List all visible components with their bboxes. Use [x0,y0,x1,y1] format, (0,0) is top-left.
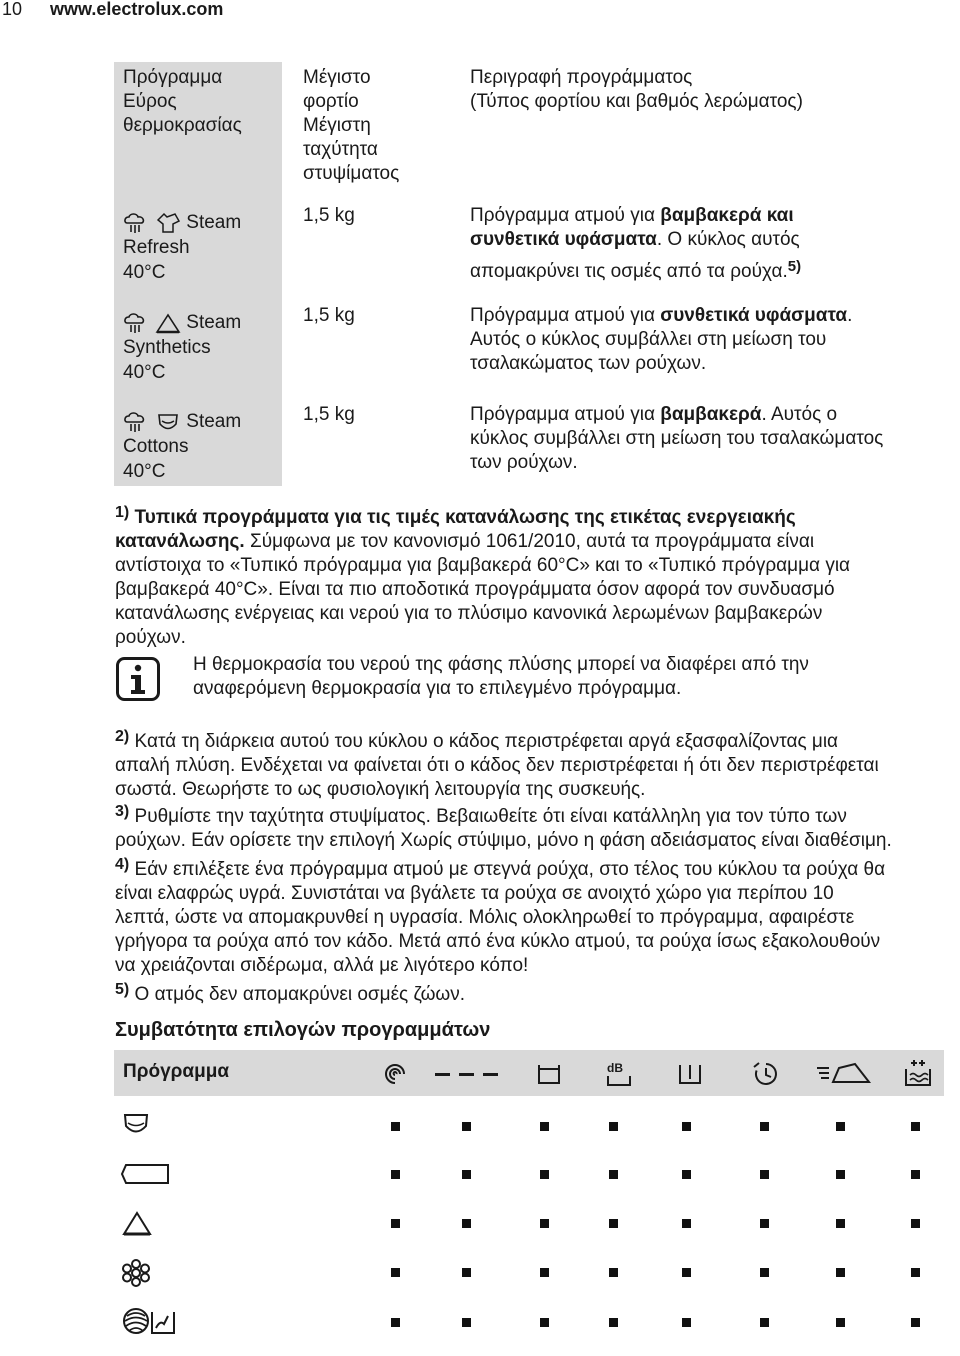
cotton-icon [155,411,181,433]
compat-available-marker [391,1268,400,1277]
compat-available-marker [391,1170,400,1179]
compat-available-marker [911,1219,920,1228]
compat-available-marker [760,1170,769,1179]
delicates-program-icon [122,1210,152,1236]
compat-available-marker [836,1170,845,1179]
compat-available-marker [682,1219,691,1228]
wool-program-icon [122,1306,178,1336]
compat-available-marker [462,1318,471,1327]
compat-available-marker [911,1318,920,1327]
row-steam-cottons-load: 1,5 kg [303,404,355,425]
compat-available-marker [391,1318,400,1327]
col1-header: Πρόγραμμα Εύρος θερμοκρασίας [123,67,242,136]
easy-iron-icon [815,1060,871,1088]
col2-header: Μέγιστο φορτίο Μέγιστη ταχύτητα στυψίματος [303,67,400,184]
footnote-5: $^{5)}$ Ο ατμός δεν απομακρύνει οσμές ζώων. [115,981,466,1005]
compat-available-marker [836,1122,845,1131]
steam-icon [123,212,149,234]
compat-available-marker [609,1170,618,1179]
row-steam-synthetics-desc: Πρόγραμμα ατμού για συνθετικά υφάσματα. Αυτός ο κύκλος συμβάλλει στη μείωση του τσαλακώματος των ρούχων. [470,305,853,374]
compat-program-header: Πρόγραμμα [123,1061,230,1082]
compat-available-marker [682,1318,691,1327]
footnote-2: $^{2)}$ Κατά τη διάρκεια αυτού του κύκλου ο κάδος περιστρέφεται αργά εξασφαλίζοντας μια απαλή πλύση. Ενδέχεται να φαίνεται ότι ο κάδος δεν περιστρέφεται ή ότι δεν περιστρέφεται σωστά. Θεωρήστε το ως φυσιολογική λειτουργία της συσκευής. [115,728,879,800]
info-icon [116,657,160,701]
compat-available-marker [836,1318,845,1327]
extra-rinse-icon [903,1058,933,1088]
compat-available-marker [462,1122,471,1131]
cotton-program-icon [122,1112,150,1138]
row-steam-refresh-name: Steam Refresh 40°C [123,212,242,283]
compat-title: Συμβατότητα επιλογών προγραμμάτων [115,1019,491,1041]
compat-available-marker [609,1318,618,1327]
low-noise-db-icon [606,1060,632,1088]
compat-available-marker [609,1268,618,1277]
compat-available-marker [836,1268,845,1277]
compat-available-marker [540,1219,549,1228]
steam-icon [123,411,149,433]
compat-available-marker [682,1170,691,1179]
footnote-4: $^{4)}$ Εάν επιλέξετε ένα πρόγραμμα ατμού με στεγνά ρούχα, στο τέλος του κύκλου τα ρούχα θα είναι ελαφρώς υγρά. Συνιστάται να βγάλετε τα ρούχα σε ανοιχτό χώρο για περίπου 10 λεπτά, ώστε να απομακρυνθεί η υγρασία. Μόλις ολοκληρωθεί το πρόγραμμα, αφαιρέστε γρήγορα τα ρούχα από τον κάδο. Μετά από ένα κύκλο ατμού, τα ρούχα ίσως εξακολουθούν να χρειάζονται σιδέρωμα, αλλά με λιγότερο κόπο! [115,856,886,976]
rinse-hold-icon [678,1062,702,1086]
footnote-3: $^{3)}$ Ρυθμίστε την ταχύτητα στυψίματος. Βεβαιωθείτε ότι είναι κατάλληλη για τον τύπο των ρούχων. Εάν ορίσετε την επιλογή Χωρίς στύψιμο, μόνο η φάση αδειάσματος είναι διαθέσιμη. [115,803,892,851]
row-steam-refresh-desc: Πρόγραμμα ατμού για βαμβακερά και συνθετικά υφάσματα. Ο κύκλος αυτός απομακρύνει τις οσμές από τα ρούχα.$^{5)}$ [470,205,802,282]
compat-available-marker [609,1219,618,1228]
steam-icon [123,312,149,334]
page-number: 10 [2,0,23,19]
compat-available-marker [836,1219,845,1228]
synthetics-program-icon [122,1163,170,1185]
compat-available-marker [540,1268,549,1277]
refresh-garment-icon [155,212,181,234]
svg-text:dB: dB [607,1061,623,1075]
compat-available-marker [462,1170,471,1179]
spin-icon [383,1062,407,1086]
compat-available-marker [391,1122,400,1131]
compat-available-marker [540,1318,549,1327]
col3-header: Περιγραφή προγράμματος (Τύπος φορτίου και βαθμός λερώματος) [470,67,803,112]
compat-available-marker [462,1268,471,1277]
site-url: www.electrolux.com [50,0,224,19]
wool-hand-program-icon [122,1259,150,1287]
compat-available-marker [911,1268,920,1277]
compat-available-marker [391,1219,400,1228]
compat-available-marker [911,1122,920,1131]
info-note: Η θερμοκρασία του νερού της φάσης πλύσης μπορεί να διαφέρει από την αναφερόμενη θερμοκρασία για το επιλεγμένο πρόγραμμα. [193,654,809,699]
compat-available-marker [911,1170,920,1179]
soak-tub-icon [537,1062,561,1086]
row-steam-refresh-load: 1,5 kg [303,205,355,226]
row-steam-synthetics-load: 1,5 kg [303,305,355,326]
synthetics-icon [155,312,181,334]
row-steam-cottons-desc: Πρόγραμμα ατμού για βαμβακερά. Αυτός ο κύκλος συμβάλλει στη μείωση του τσαλακώματος των ρούχων. [470,404,884,473]
compat-available-marker [682,1268,691,1277]
compat-available-marker [609,1122,618,1131]
compat-available-marker [760,1122,769,1131]
footnote-1: $^{1)}$ Τυπικά προγράμματα για τις τιμές κατανάλωσης της ετικέτας ενεργειακής κατανάλωσης. Σύμφωνα με τον κανονισμό 1061/2010, αυτά τα προγράμματα είναι αντίστοιχα το «Τυπικό πρόγραμμα για βαμβακερά 60°C» και το «Τυπικό πρόγραμμα για βαμβακερά 40°C». Είναι τα πιο αποδοτικά προγράμματα όσον αφορά τον συνδυασμό κατανάλωσης ενέργειας και νερού για το πλύσιμο κανονικά λερωμένων βαμβακερών ρούχων. [115,504,851,648]
compat-available-marker [682,1122,691,1131]
time-delay-icon [752,1060,780,1088]
compat-available-marker [760,1318,769,1327]
row-steam-synthetics-name: Steam Synthetics 40°C [123,312,242,383]
compat-available-marker [540,1122,549,1131]
row-steam-cottons-name: Steam Cottons 40°C [123,411,242,482]
compat-available-marker [760,1268,769,1277]
compat-available-marker [540,1170,549,1179]
prewash-dashes-icon [435,1070,499,1078]
compat-available-marker [760,1219,769,1228]
compat-available-marker [462,1219,471,1228]
